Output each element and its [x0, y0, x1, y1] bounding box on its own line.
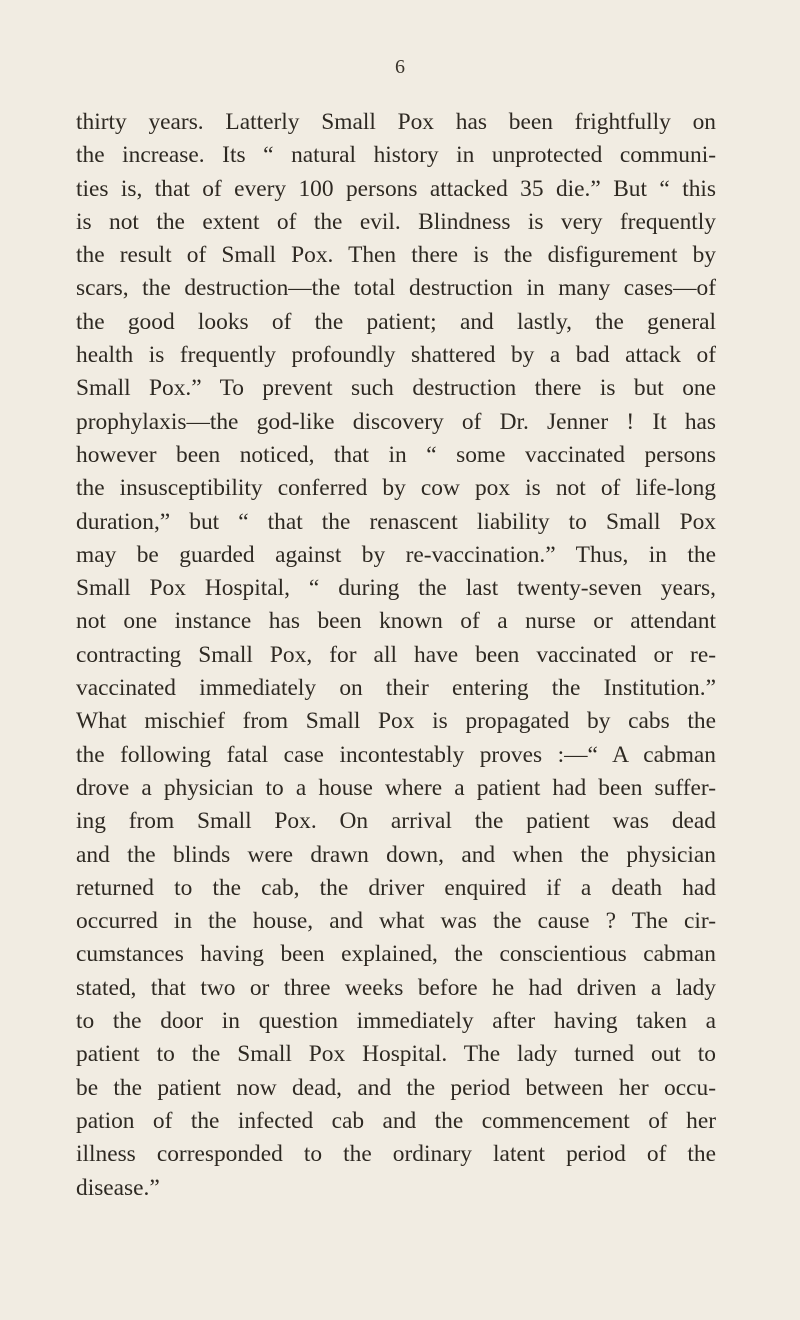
- text-line: illness corresponded to the ordinary latent period of the: [76, 1141, 716, 1168]
- text-line: cumstances having been explained, the conscientious cabman: [76, 941, 716, 968]
- text-line: returned to the cab, the driver enquired if a death had: [76, 874, 716, 901]
- text-line: the insusceptibility conferred by cow pox is not of life-long: [76, 475, 716, 502]
- text-line: Small Pox Hospital, “ during the last twenty-seven years,: [76, 575, 716, 602]
- text-line: contracting Small Pox, for all have been vaccinated or re-: [76, 641, 716, 668]
- text-line: pation of the infected cab and the commencement of her: [76, 1107, 716, 1134]
- text-line: scars, the destruction—the total destruction in many cases—of: [76, 275, 716, 302]
- text-line: is not the extent of the evil. Blindness is very frequently: [76, 208, 716, 235]
- text-line: health is frequently profoundly shattered by a bad attack of: [76, 342, 716, 369]
- text-line: duration,” but “ that the renascent liability to Small Pox: [76, 508, 716, 535]
- text-line: occurred in the house, and what was the cause ? The cir-: [76, 908, 716, 935]
- text-line: be the patient now dead, and the period between her occu-: [76, 1074, 716, 1101]
- text-line: vaccinated immediately on their entering the Institution.”: [76, 675, 716, 702]
- text-line: and the blinds were drawn down, and when the physician: [76, 841, 716, 868]
- text-line: the following fatal case incontestably proves :—“ A cabman: [76, 741, 716, 768]
- text-line: ing from Small Pox. On arrival the patient was dead: [76, 808, 716, 835]
- page-number: 6: [395, 56, 405, 78]
- text-line: the increase. Its “ natural history in unprotected communi-: [76, 142, 716, 169]
- text-line: to the door in question immediately after having taken a: [76, 1008, 716, 1035]
- body-text: [76, 106, 716, 1205]
- text-line: may be guarded against by re-vaccination.” Thus, in the: [76, 541, 716, 568]
- text-line: What mischief from Small Pox is propagated by cabs the: [76, 708, 716, 735]
- text-line: ties is, that of every 100 persons attacked 35 die.” But “ this: [76, 175, 716, 202]
- text-line: however been noticed, that in “ some vaccinated persons: [76, 441, 716, 468]
- text-line: Small Pox.” To prevent such destruction there is but one: [76, 375, 716, 402]
- text-line: patient to the Small Pox Hospital. The lady turned out to: [76, 1041, 716, 1068]
- text-line: thirty years. Latterly Small Pox has been frightfully on: [76, 109, 716, 135]
- text-line: the result of Small Pox. Then there is the disfigurement by: [76, 242, 716, 269]
- text-line: prophylaxis—the god-like discovery of Dr. Jenner ! It has: [76, 408, 716, 435]
- text-line: not one instance has been known of a nurse or attendant: [76, 608, 716, 635]
- text-line: stated, that two or three weeks before he had driven a lady: [76, 974, 716, 1001]
- text-line: drove a physician to a house where a patient had been suffer-: [76, 774, 716, 801]
- text-line: the good looks of the patient; and lastly, the general: [76, 308, 716, 335]
- text-line-last: disease.”: [76, 1174, 160, 1201]
